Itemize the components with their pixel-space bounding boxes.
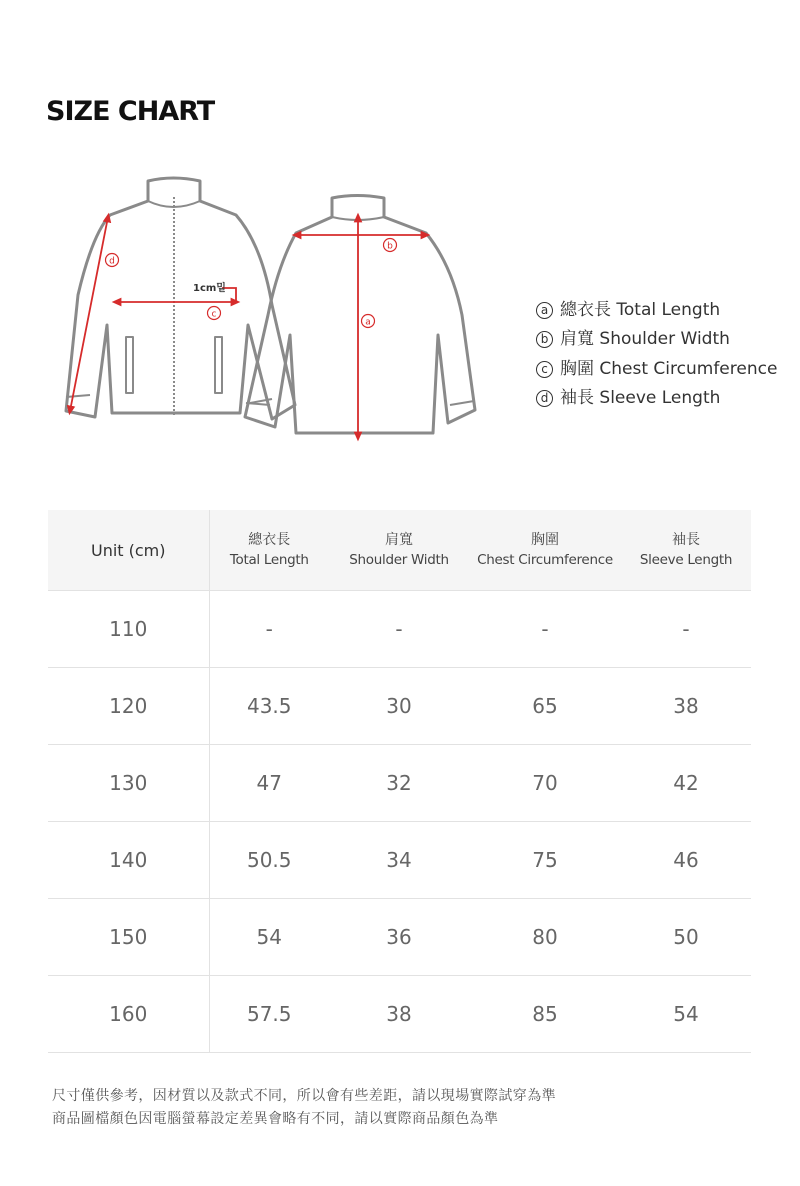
jacket-front xyxy=(66,178,295,419)
legend-label: 肩寬 Shoulder Width xyxy=(560,329,730,350)
size-cell: 110 xyxy=(48,591,209,668)
chest-cell: 85 xyxy=(469,976,621,1053)
svg-text:b: b xyxy=(387,241,393,252)
legend-marker-d: d xyxy=(536,390,553,407)
size-cell: 130 xyxy=(48,745,209,822)
total-length-cell: 50.5 xyxy=(209,822,329,899)
front-body-outline xyxy=(66,178,295,419)
chest-offset-label: 1cm밑 xyxy=(193,283,226,294)
column-header-zh: 總衣長 xyxy=(248,532,291,548)
column-header-total-length xyxy=(209,510,329,591)
shoulder-width-cell: 34 xyxy=(329,822,469,899)
chest-cell: 65 xyxy=(469,668,621,745)
legend-marker-b: b xyxy=(536,331,553,348)
legend-label: 胸圍 Chest Circumference xyxy=(560,358,778,379)
back-body-outline xyxy=(245,196,475,434)
unit-header: Unit (cm) xyxy=(48,510,209,591)
total-length-cell: 47 xyxy=(209,745,329,822)
legend-item-total-length xyxy=(536,296,777,325)
sleeve-length-cell: 46 xyxy=(621,822,751,899)
size-cell: 120 xyxy=(48,668,209,745)
front-left-pocket xyxy=(126,337,133,393)
sleeve-length-cell: 42 xyxy=(621,745,751,822)
legend-item-sleeve-length xyxy=(536,384,777,413)
column-header-zh: 胸圍 xyxy=(531,532,559,548)
column-header-sleeve-length xyxy=(621,510,751,591)
size-cell: 140 xyxy=(48,822,209,899)
measurement-legend xyxy=(536,296,777,413)
sleeve-length-cell: - xyxy=(621,591,751,668)
shoulder-width-cell: - xyxy=(329,591,469,668)
sleeve-length-cell: 50 xyxy=(621,899,751,976)
column-header-en: Chest Circumference xyxy=(477,552,613,568)
size-table xyxy=(48,510,751,1053)
legend-label: 總衣長 Total Length xyxy=(560,300,721,320)
size-cell: 150 xyxy=(48,899,209,976)
table-row xyxy=(48,976,751,1053)
legend-item-shoulder-width xyxy=(536,325,777,354)
column-header-en: Total Length xyxy=(229,552,309,568)
shoulder-width-cell: 32 xyxy=(329,745,469,822)
column-header-en: Sleeve Length xyxy=(639,552,733,568)
marker-b xyxy=(384,239,397,252)
back-left-cuff xyxy=(246,403,270,405)
svg-text:a: a xyxy=(365,317,371,328)
column-header-shoulder-width xyxy=(329,510,469,591)
sleeve-length-cell: 38 xyxy=(621,668,751,745)
total-length-cell: - xyxy=(209,591,329,668)
total-length-cell: 54 xyxy=(209,899,329,976)
chest-cell: - xyxy=(469,591,621,668)
table-row xyxy=(48,668,751,745)
chest-cell: 70 xyxy=(469,745,621,822)
marker-c xyxy=(208,307,221,320)
table-row xyxy=(48,745,751,822)
legend-label: 袖長 Sleeve Length xyxy=(560,387,721,408)
sleeve-length-cell: 54 xyxy=(621,976,751,1053)
legend-item-chest xyxy=(536,355,777,384)
note-line: 商品圖檔顏色因電腦螢幕設定差異會略有不同，請以實際商品顏色為準 xyxy=(52,1111,499,1127)
column-header-zh: 肩寬 xyxy=(385,532,413,548)
size-cell: 160 xyxy=(48,976,209,1053)
chest-cell: 80 xyxy=(469,899,621,976)
svg-text:d: d xyxy=(109,256,115,267)
column-header-chest xyxy=(469,510,621,591)
shoulder-width-cell: 36 xyxy=(329,899,469,976)
note-line: 尺寸僅供參考，因材質以及款式不同，所以會有些差距，請以現場實際試穿為準 xyxy=(52,1088,556,1104)
total-length-cell: 43.5 xyxy=(209,668,329,745)
back-right-cuff xyxy=(450,401,474,405)
legend-marker-c: c xyxy=(536,361,553,378)
marker-d xyxy=(106,254,119,267)
column-header-en: Shoulder Width xyxy=(349,552,449,568)
chest-cell: 75 xyxy=(469,822,621,899)
disclaimer-notes xyxy=(52,1085,556,1131)
front-left-cuff xyxy=(66,395,90,397)
marker-a xyxy=(362,315,375,328)
table-row xyxy=(48,899,751,976)
column-header-zh: 袖長 xyxy=(672,532,700,548)
shoulder-width-cell: 30 xyxy=(329,668,469,745)
table-header-row xyxy=(48,510,751,591)
legend-marker-a: a xyxy=(536,302,553,319)
page-title: SIZE CHART xyxy=(46,96,215,127)
total-length-cell: 57.5 xyxy=(209,976,329,1053)
svg-text:c: c xyxy=(211,309,217,320)
table-row xyxy=(48,591,751,668)
front-right-pocket xyxy=(215,337,222,393)
table-row xyxy=(48,822,751,899)
shoulder-width-cell: 38 xyxy=(329,976,469,1053)
jacket-back xyxy=(245,196,475,434)
